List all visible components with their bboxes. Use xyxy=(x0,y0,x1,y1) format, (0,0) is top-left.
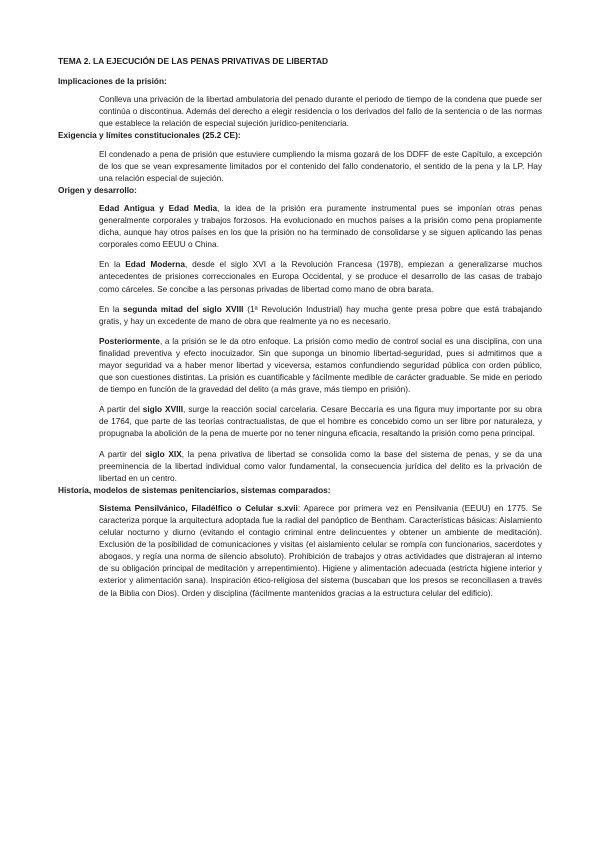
bold-term: Posteriormente xyxy=(99,335,160,346)
paragraph xyxy=(99,148,542,184)
paragraph-text: , a la prisión se le da otro enfoque. La prisión como medio de control social es una disciplina, con una finalidad preventiva y efecto inocuizador. Sin que suponga un binomio libertad-seguridad, pues si admitimos que a mayor seguridad va a haber menor libertad y viceversa, estamos confundiendo seguridad pública con orden público, que son cuestiones distintas. La prisión es cuantificable y fácilmente medible de carácter graduable. Se mide en periodo de tiempo en función de la gravedad del delito (a más grave, más tiempo en prisión). xyxy=(99,335,542,395)
section xyxy=(58,75,542,129)
bold-term: Edad Antigua y Edad Media xyxy=(99,202,218,213)
paragraph xyxy=(99,403,542,439)
paragraph-text: El condenado a pena de prisión que estuviere cumpliendo la misma gozará de los DDFF de este Capítulo, a excepción de los que se vean expresamente limitados por el contenido del fallo condenatorio, el sentido de la pena y la LP. Hay una relación especial de sujeción. xyxy=(99,148,542,183)
paragraph xyxy=(99,502,542,599)
paragraph xyxy=(99,258,542,294)
section xyxy=(58,184,542,484)
paragraph-text: , la pena privativa de libertad se consolida como la base del sistema de penas, y se da una preeminencia de la libertad individual como valor fundamental, la consecuencia jurídica del delito es la privación de libertad en un centro. xyxy=(99,448,542,483)
paragraph xyxy=(99,448,542,484)
section-heading: Origen y desarrollo: xyxy=(58,184,137,195)
section-heading: Exigencia y límites constitucionales (25.2 CE): xyxy=(58,130,241,141)
bold-term: segunda mitad del siglo XVIII xyxy=(123,303,244,314)
bold-term: Edad Moderna xyxy=(125,259,185,270)
section-heading: Implicaciones de la prisión: xyxy=(58,76,167,87)
paragraph-text: , la idea de la prisión era puramente instrumental pues se imponían otras penas generalmente corporales y trabajos forzosos. Ha evolucionado en muchos países a la prisión como pena propiamente dicha, aunque hay otros países en los que la prisión no ha terminado de consolidarse y se siguen aplicando las penas corporales como EEUU o China. xyxy=(99,202,542,250)
document-title: TEMA 2. LA EJECUCIÓN DE LAS PENAS PRIVATIVAS DE LIBERTAD xyxy=(58,56,329,66)
section xyxy=(58,129,542,183)
paragraph-text: , surge la reacción social carcelaria. Cesare Beccaría es una figura muy importante por su obra de 1764, que parte de las teorías contractualistas, de que el hombre es concebido como un ser libre por naturaleza, y propugnaba la abolición de la pena de muerte por no tener ninguna eficacia, resaltando la prisión como pena principal. xyxy=(99,404,542,439)
paragraph-text: , desde el siglo XVI a la Revolución Francesa (1978), empiezan a generalizarse muchos antecedentes de prisiones correccionales en Europa Occidental, y se produce el desarrollo de las casas de trabajo como cárceles. Se concibe a las personas privadas de libertad como mano de obra barata. xyxy=(99,259,542,294)
paragraph-text: Conlleva una privación de la libertad ambulatoria del penado durante el periodo de tiempo de la condena que puede ser continúa o discontinua. Además del derecho a elegir residencia o los derivados del fallo de la sentencia o de las normas que establece la relación de especial sujeción jurídico-penitenciaria. xyxy=(99,94,542,129)
bold-term: Sistema Pensilvánico, Filadélfico o Celular s.xvii xyxy=(99,502,298,513)
paragraph xyxy=(99,202,542,250)
paragraph-text: En la xyxy=(99,259,126,270)
paragraph-text: : Aparece por primera vez en Pensilvania (EEUU) en 1775. Se caracteriza porque la arquitectura adoptada fue la radial del panóptico de Bentham. Características básicas: Aislamiento celular nocturno y diurno (evitando el contagio criminal entre delincuentes y obtener un ambiente de meditación). Exclusión de la posibilidad de comunicaciones y visitas (el aislamiento celular se rompía con funcionarios, sacerdotes y abogaos, y regía una norma de silencio absoluto). Prohibición de trabajos y otras actividades que distrajeran al interno de su obligación principal de meditación y arrepentimiento). Higiene y alimentación adecuada (estricta higiene interior y exterior y alimentación sana). Inspiración ético-religiosa del sistema (buscaban que los presos se reconciliasen a través de la Biblia con Dios). Orden y disciplina (fácilmente mantenidos gracias a la estructura celular del edificio). xyxy=(99,502,542,598)
paragraph xyxy=(99,303,542,327)
section xyxy=(58,484,542,599)
bold-term: siglo XVIII xyxy=(142,404,184,415)
paragraph-text: En la xyxy=(99,303,124,314)
bold-term: siglo XIX xyxy=(145,448,182,459)
section-heading: Historia, modelos de sistemas penitenciarios, sistemas comparados: xyxy=(58,484,331,495)
paragraph xyxy=(99,335,542,395)
paragraph-text: A partir del xyxy=(99,404,143,415)
paragraph xyxy=(99,93,542,129)
document-body xyxy=(58,75,542,599)
paragraph-text: A partir del xyxy=(99,448,146,459)
paragraph-text: (1ª Revolución Industrial) hay mucha gente presa pobre que está trabajando gratis, y hay un excedente de mano de obra que realmente ya no es necesario. xyxy=(99,303,543,326)
